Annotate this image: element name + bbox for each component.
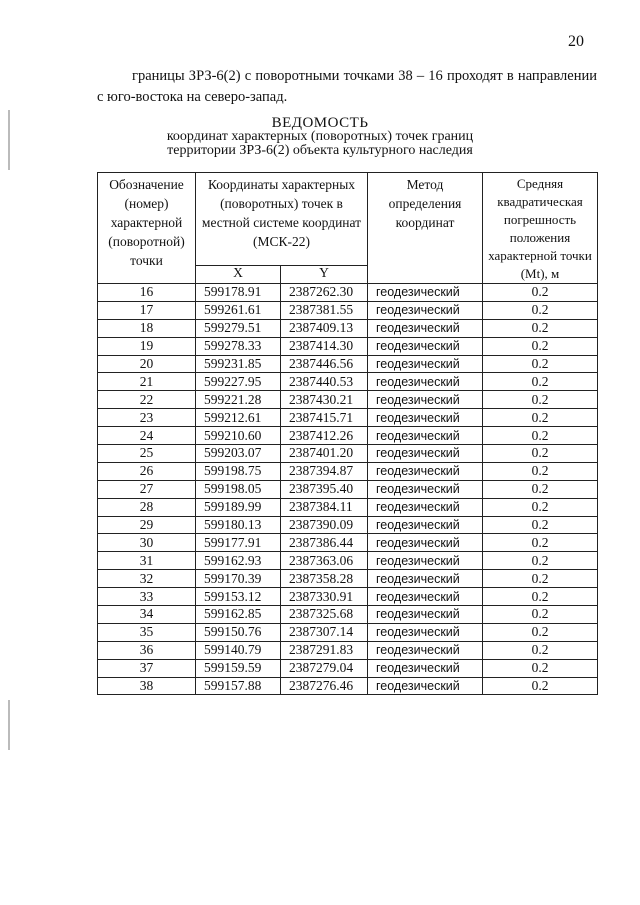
y-coordinate-cell: 2387384.11	[281, 498, 368, 516]
table-row	[98, 498, 598, 516]
point-number-cell: 26	[98, 462, 196, 480]
x-coordinate-cell: 599150.76	[196, 623, 281, 641]
method-cell: геодезический	[368, 480, 483, 498]
x-coordinate-cell: 599203.07	[196, 445, 281, 463]
table-row	[98, 462, 598, 480]
method-cell: геодезический	[368, 588, 483, 606]
error-cell: 0.2	[483, 462, 598, 480]
error-cell: 0.2	[483, 409, 598, 427]
method-cell: геодезический	[368, 445, 483, 463]
error-cell: 0.2	[483, 301, 598, 319]
table-row	[98, 284, 598, 302]
header-y: Y	[281, 266, 368, 284]
table-row	[98, 516, 598, 534]
table-row	[98, 588, 598, 606]
error-cell: 0.2	[483, 606, 598, 624]
y-coordinate-cell: 2387330.91	[281, 588, 368, 606]
title-main: ВЕДОМОСТЬ	[271, 115, 369, 131]
error-cell: 0.2	[483, 588, 598, 606]
method-cell: геодезический	[368, 284, 483, 302]
table-row	[98, 641, 598, 659]
point-number-cell: 29	[98, 516, 196, 534]
title-line-1: координат характерных (поворотных) точек границ	[166, 129, 474, 144]
method-cell: геодезический	[368, 570, 483, 588]
error-cell: 0.2	[483, 534, 598, 552]
method-cell: геодезический	[368, 677, 483, 695]
table-row	[98, 623, 598, 641]
error-cell: 0.2	[483, 659, 598, 677]
x-coordinate-cell: 599140.79	[196, 641, 281, 659]
scan-margin-mark	[8, 700, 10, 750]
method-cell: геодезический	[368, 427, 483, 445]
table-row	[98, 445, 598, 463]
point-number-cell: 34	[98, 606, 196, 624]
x-coordinate-cell: 599210.60	[196, 427, 281, 445]
table-row	[98, 534, 598, 552]
table-row	[98, 677, 598, 695]
error-cell: 0.2	[483, 319, 598, 337]
method-cell: геодезический	[368, 606, 483, 624]
error-cell: 0.2	[483, 480, 598, 498]
table-row	[98, 301, 598, 319]
point-number-cell: 24	[98, 427, 196, 445]
method-cell: геодезический	[368, 623, 483, 641]
y-coordinate-cell: 2387358.28	[281, 570, 368, 588]
error-cell: 0.2	[483, 427, 598, 445]
y-coordinate-cell: 2387386.44	[281, 534, 368, 552]
y-coordinate-cell: 2387440.53	[281, 373, 368, 391]
point-number-cell: 20	[98, 355, 196, 373]
header-coordinates: Координаты характерных (поворотных) точек в местной системе координат (МСК-22)	[196, 173, 368, 266]
y-coordinate-cell: 2387291.83	[281, 641, 368, 659]
table-row	[98, 480, 598, 498]
point-number-cell: 28	[98, 498, 196, 516]
error-cell: 0.2	[483, 445, 598, 463]
point-number-cell: 38	[98, 677, 196, 695]
error-cell: 0.2	[483, 391, 598, 409]
method-cell: геодезический	[368, 516, 483, 534]
x-coordinate-cell: 599180.13	[196, 516, 281, 534]
method-cell: геодезический	[368, 373, 483, 391]
method-cell: геодезический	[368, 462, 483, 480]
y-coordinate-cell: 2387390.09	[281, 516, 368, 534]
page-number: 20	[568, 33, 584, 50]
y-coordinate-cell: 2387446.56	[281, 355, 368, 373]
header-x: X	[196, 266, 281, 284]
error-cell: 0.2	[483, 355, 598, 373]
method-cell: геодезический	[368, 659, 483, 677]
point-number-cell: 18	[98, 319, 196, 337]
x-coordinate-cell: 599198.05	[196, 480, 281, 498]
y-coordinate-cell: 2387307.14	[281, 623, 368, 641]
x-coordinate-cell: 599162.93	[196, 552, 281, 570]
x-coordinate-cell: 599170.39	[196, 570, 281, 588]
point-number-cell: 23	[98, 409, 196, 427]
table-row	[98, 570, 598, 588]
title-line-2: территории ЗРЗ-6(2) объекта культурного наследия	[167, 143, 473, 158]
point-number-cell: 16	[98, 284, 196, 302]
method-cell: геодезический	[368, 319, 483, 337]
point-number-cell: 21	[98, 373, 196, 391]
method-cell: геодезический	[368, 641, 483, 659]
x-coordinate-cell: 599227.95	[196, 373, 281, 391]
error-cell: 0.2	[483, 373, 598, 391]
table-row	[98, 337, 598, 355]
x-coordinate-cell: 599279.51	[196, 319, 281, 337]
method-cell: геодезический	[368, 337, 483, 355]
y-coordinate-cell: 2387279.04	[281, 659, 368, 677]
intro-paragraph: границы ЗРЗ-6(2) с поворотными точками 38 – 16 проходят в направлении с юго-востока на северо-запад.	[97, 68, 597, 105]
method-cell: геодезический	[368, 355, 483, 373]
point-number-cell: 17	[98, 301, 196, 319]
x-coordinate-cell: 599261.61	[196, 301, 281, 319]
point-number-cell: 30	[98, 534, 196, 552]
y-coordinate-cell: 2387262.30	[281, 284, 368, 302]
y-coordinate-cell: 2387381.55	[281, 301, 368, 319]
method-cell: геодезический	[368, 552, 483, 570]
method-cell: геодезический	[368, 391, 483, 409]
x-coordinate-cell: 599177.91	[196, 534, 281, 552]
x-coordinate-cell: 599221.28	[196, 391, 281, 409]
x-coordinate-cell: 599153.12	[196, 588, 281, 606]
y-coordinate-cell: 2387414.30	[281, 337, 368, 355]
method-cell: геодезический	[368, 498, 483, 516]
x-coordinate-cell: 599162.85	[196, 606, 281, 624]
error-cell: 0.2	[483, 337, 598, 355]
header-error: Средняя квадратическая погрешность положения характерной точки (Mt), м	[483, 173, 598, 284]
method-cell: геодезический	[368, 409, 483, 427]
table-row	[98, 391, 598, 409]
table-row	[98, 427, 598, 445]
table-body	[98, 284, 598, 695]
document-title	[0, 116, 640, 158]
header-designation: Обозначение (номер) характерной (поворотной) точки	[98, 173, 196, 284]
y-coordinate-cell: 2387276.46	[281, 677, 368, 695]
point-number-cell: 36	[98, 641, 196, 659]
scan-margin-mark	[8, 110, 10, 170]
x-coordinate-cell: 599198.75	[196, 462, 281, 480]
point-number-cell: 22	[98, 391, 196, 409]
y-coordinate-cell: 2387415.71	[281, 409, 368, 427]
method-cell: геодезический	[368, 301, 483, 319]
x-coordinate-cell: 599189.99	[196, 498, 281, 516]
table-row	[98, 659, 598, 677]
y-coordinate-cell: 2387401.20	[281, 445, 368, 463]
coordinates-table	[97, 172, 598, 695]
table-row	[98, 319, 598, 337]
table-row	[98, 355, 598, 373]
error-cell: 0.2	[483, 623, 598, 641]
y-coordinate-cell: 2387394.87	[281, 462, 368, 480]
table-row	[98, 552, 598, 570]
point-number-cell: 19	[98, 337, 196, 355]
point-number-cell: 35	[98, 623, 196, 641]
error-cell: 0.2	[483, 677, 598, 695]
point-number-cell: 27	[98, 480, 196, 498]
point-number-cell: 31	[98, 552, 196, 570]
x-coordinate-cell: 599159.59	[196, 659, 281, 677]
error-cell: 0.2	[483, 284, 598, 302]
y-coordinate-cell: 2387430.21	[281, 391, 368, 409]
point-number-cell: 25	[98, 445, 196, 463]
point-number-cell: 37	[98, 659, 196, 677]
x-coordinate-cell: 599278.33	[196, 337, 281, 355]
error-cell: 0.2	[483, 498, 598, 516]
table-row	[98, 373, 598, 391]
point-number-cell: 33	[98, 588, 196, 606]
y-coordinate-cell: 2387409.13	[281, 319, 368, 337]
header-method: Метод определения координат	[368, 173, 483, 284]
x-coordinate-cell: 599231.85	[196, 355, 281, 373]
x-coordinate-cell: 599212.61	[196, 409, 281, 427]
point-number-cell: 32	[98, 570, 196, 588]
error-cell: 0.2	[483, 641, 598, 659]
y-coordinate-cell: 2387395.40	[281, 480, 368, 498]
y-coordinate-cell: 2387412.26	[281, 427, 368, 445]
error-cell: 0.2	[483, 552, 598, 570]
table-row	[98, 606, 598, 624]
table-row	[98, 409, 598, 427]
error-cell: 0.2	[483, 516, 598, 534]
x-coordinate-cell: 599178.91	[196, 284, 281, 302]
y-coordinate-cell: 2387363.06	[281, 552, 368, 570]
y-coordinate-cell: 2387325.68	[281, 606, 368, 624]
method-cell: геодезический	[368, 534, 483, 552]
error-cell: 0.2	[483, 570, 598, 588]
x-coordinate-cell: 599157.88	[196, 677, 281, 695]
